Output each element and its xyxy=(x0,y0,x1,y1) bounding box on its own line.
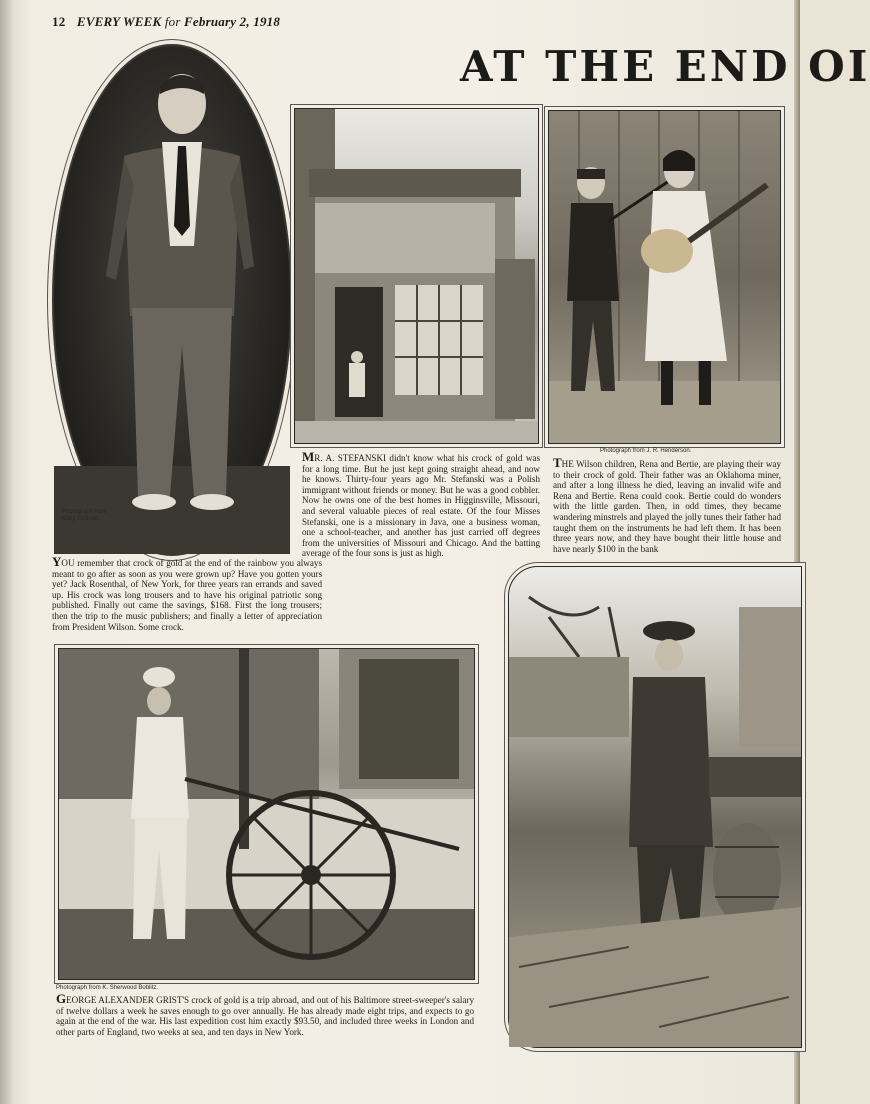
junk-collector-photo xyxy=(508,566,802,1048)
page-number: 12 xyxy=(52,14,66,29)
article-rosenthal-text: OU remember that crock of gold at the end of the rainbow you always meant to go after as soon as you were grown up? Have you gotten yours yet? Jack Rosenthal, of New York, for three years ran errands and saved up. His crock was long trousers and to have his original patriotic song published. Finally out came the savings, $168. First the long trousers; then the trip to the music publishers; and finally a letter of appreciation from President Wilson. Some crock. xyxy=(52,558,322,632)
junk-dealer-photo-icon xyxy=(509,567,801,1047)
photo-credit-boblitz: Photograph from K. Sherwood Boblitz. xyxy=(56,985,159,991)
page-headline: AT THE END OI xyxy=(460,42,870,91)
musicians-photo-icon xyxy=(549,111,780,443)
storefront-photo-icon xyxy=(295,109,538,443)
article-grist xyxy=(56,991,474,1037)
article-grist-text: EORGE ALEXANDER GRIST'S crock of gold is a trip abroad, and out of his Baltimore street-sweeper's salary of twelve dollars a week he saves enough to go over annually. He has already made eight trips, and expects to go again at the end of the war. His last expedition cost him exactly $93.50, and included three weeks in London and other parts of England, two weeks at sea, and ten days in New York. xyxy=(56,995,474,1037)
photo-credit-sullivan: Photograph from Mary Sullivan. xyxy=(62,509,107,522)
stefanski-shop-photo xyxy=(294,108,539,444)
street-sweeper-photo-icon xyxy=(59,649,474,979)
grist-sweeper-photo xyxy=(58,648,475,980)
photo-credit-henderson: Photograph from J. R. Henderson. xyxy=(600,448,692,454)
wilson-children-photo xyxy=(548,110,781,444)
rosenthal-portrait-photo xyxy=(52,44,292,556)
article-stefanski-text: R. A. STEFANSKI didn't know what his crock of gold was for a long time. But he just kept going straight ahead, and now he knows. Thirty-four years ago Mr. Stefanski was a Polish immigrant without friends or money. But he was a good cobbler. Now he owns one of the best homes in Higginsville, Missouri, and several valuable pieces of real estate. Of the four Misses Stefanski, one is a missionary in Java, one a business woman, one a school-teacher, and another has just carried off degrees from the universities of Missouri and Chicago. And the batting average of the four sons is just as high. xyxy=(302,453,540,559)
article-rosenthal xyxy=(52,554,322,632)
issue-date: February 2, 1918 xyxy=(184,14,281,29)
dropcap-y: Y xyxy=(52,554,62,569)
folio-for: for xyxy=(164,14,181,29)
magazine-title: EVERY WEEK xyxy=(76,14,162,29)
dropcap-t: T xyxy=(553,455,562,470)
article-wilson-text: HE Wilson children, Rena and Bertie, are playing their way to their crock of gold. Their father was an Oklahoma miner, and after a long illness he died, leaving an invalid wife and Rena and Bertie. Rena could cook. Bertie could do wonders with the little garden. Then, in odd times, they became wandering minstrels and played the jolly tunes their father had taught them on the instruments he had left them. It has been three years now, and they have bought their little house and have nearly $100 in the bank xyxy=(553,459,781,554)
article-wilson xyxy=(553,455,781,554)
page-folio xyxy=(52,14,280,30)
dropcap-g: G xyxy=(56,991,67,1006)
article-stefanski xyxy=(302,449,540,559)
dropcap-m: M xyxy=(302,449,315,464)
portrait-photo-icon xyxy=(54,46,290,554)
